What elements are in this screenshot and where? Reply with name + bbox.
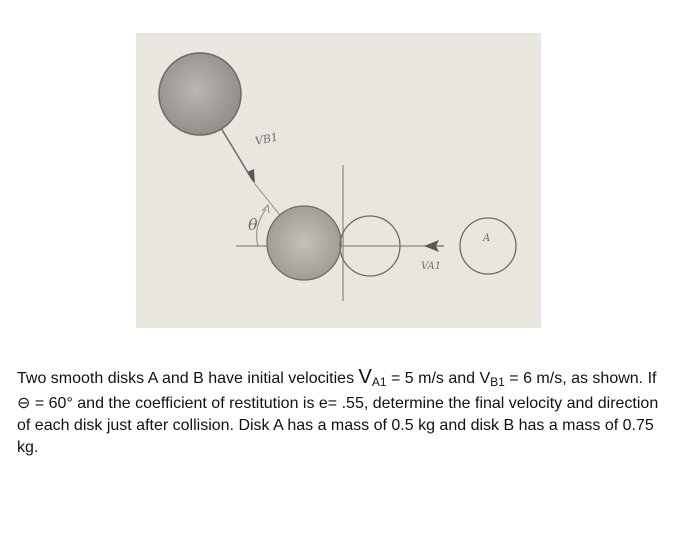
theta-arc — [257, 209, 266, 246]
label-a: A — [483, 233, 491, 244]
theta-symbol: ⊖ — [17, 395, 31, 412]
problem-paragraph — [17, 366, 672, 459]
problem-text-1: Two smooth disks A and B have initial velocities — [17, 370, 359, 387]
problem-text-4: = 60° and the coefficient of restitution is e= .55, determine the final velocity and direction of each disk just after collision. Disk A has a mass of 0.5 kg and disk B has a mass of 0.75 kg. — [17, 395, 659, 456]
label-vb1: VB1 — [253, 130, 280, 148]
disk-b-collision — [267, 206, 341, 280]
problem-statement — [17, 366, 672, 459]
problem-text-3: = 6 m/s, as shown. If — [504, 370, 657, 387]
collision-diagram — [136, 33, 541, 328]
diagram-figure — [136, 33, 541, 328]
disk-a-initial — [460, 218, 516, 274]
vb1-symbol: $V_{B1}$ — [479, 370, 505, 389]
problem-text-2: = 5 m/s and — [386, 370, 480, 387]
va1-symbol: $V_{A1}$ — [358, 366, 387, 389]
disk-b-initial — [159, 53, 241, 135]
label-va1: VA1 — [421, 261, 442, 272]
label-theta: θ — [248, 215, 258, 234]
velocity-vb1-arrowhead — [247, 169, 255, 184]
